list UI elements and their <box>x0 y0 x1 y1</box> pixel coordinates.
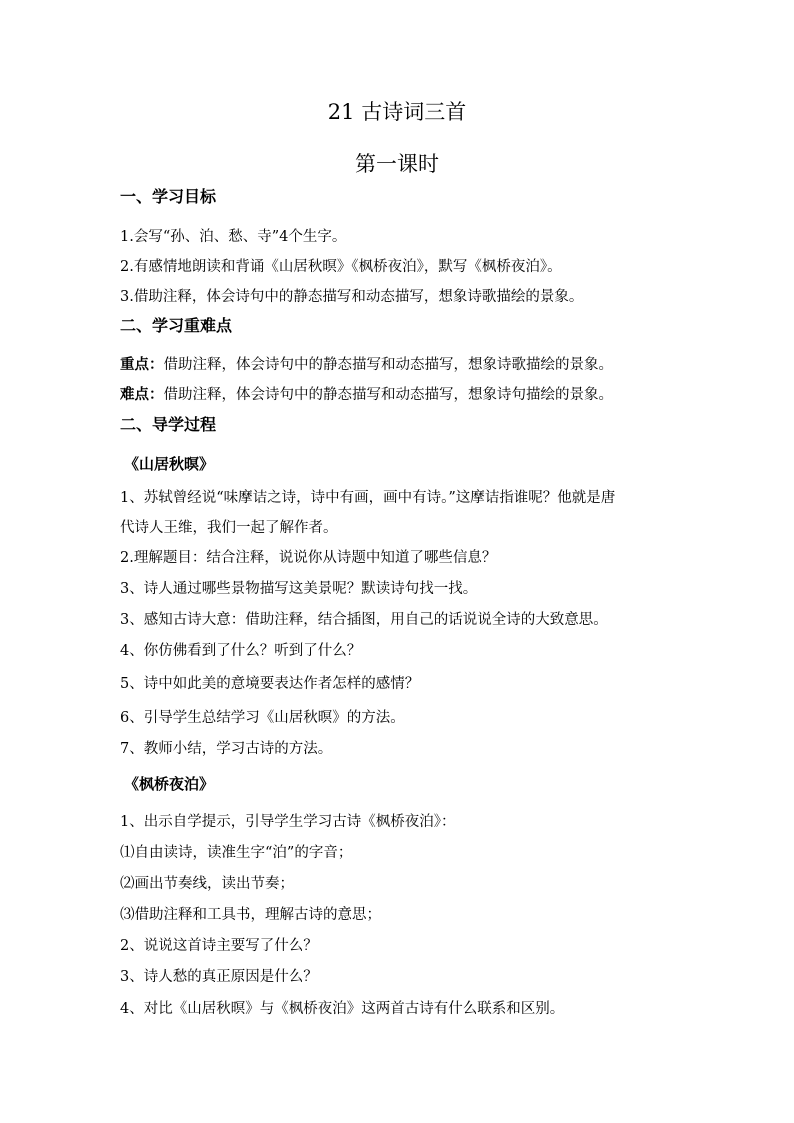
goal-item: 3.借助注释，体会诗句中的静态描写和动态描写，想象诗歌描绘的景象。 <box>120 289 584 305</box>
process-step: 1、苏轼曾经说“味摩诘之诗，诗中有画，画中有诗。”这摩诘指谁呢？他就是唐 <box>120 490 616 506</box>
poem-title-shanju: 《山居秋暝》 <box>124 455 215 473</box>
process-step: ⑴自由读诗，读准生字“泊”的字音； <box>120 845 353 861</box>
difficult-point-text: 借助注释，体会诗句中的静态描写和动态描写，想象诗句描绘的景象。 <box>163 387 613 403</box>
process-step: 2、说说这首诗主要写了什么？ <box>120 938 318 954</box>
section-heading-goals: 一、学习目标 <box>120 187 217 206</box>
difficult-point-line <box>120 385 613 405</box>
process-step: 代诗人王维，我们一起了解作者。 <box>120 520 338 536</box>
goal-item: 2.有感情地朗读和背诵《山居秋暝》《枫桥夜泊》，默写《枫桥夜泊》。 <box>120 259 562 275</box>
goal-item: 1.会写“孙、泊、愁、寺”4个生字。 <box>120 229 347 245</box>
process-step: 3、诗人通过哪些景物描写这美景呢？默读诗句找一找。 <box>120 581 478 597</box>
key-point-text: 借助注释，体会诗句中的静态描写和动态描写，想象诗歌描绘的景象。 <box>163 357 613 373</box>
process-step: 4、对比《山居秋暝》与《枫桥夜泊》这两首古诗有什么联系和区别。 <box>120 1001 565 1017</box>
process-step: 7、教师小结，学习古诗的方法。 <box>120 741 333 757</box>
key-point-label: 重点： <box>120 357 164 373</box>
process-step: ⑵画出节奏线，读出节奏； <box>120 876 294 892</box>
poem-title-fengqiao: 《枫桥夜泊》 <box>124 775 215 793</box>
process-step: 1、出示自学提示，引导学生学习古诗《枫桥夜泊》： <box>120 814 456 830</box>
process-step: 2.理解题目：结合注释，说说你从诗题中知道了哪些信息？ <box>120 550 497 566</box>
document-title: 21 古诗词三首 <box>327 100 467 124</box>
process-step: 5、诗中如此美的意境要表达作者怎样的感情？ <box>120 676 420 692</box>
key-point-line <box>120 355 613 375</box>
process-step: 3、诗人愁的真正原因是什么？ <box>120 969 318 985</box>
process-step: 3、感知古诗大意：借助注释，结合插图，用自己的话说说全诗的大致意思。 <box>120 612 608 628</box>
section-heading-key-points: 二、学习重难点 <box>120 316 233 335</box>
lesson-subtitle: 第一课时 <box>355 152 439 176</box>
process-step: 4、你仿佛看到了什么？听到了什么？ <box>120 643 362 659</box>
process-step: ⑶借助注释和工具书，理解古诗的意思； <box>120 907 381 923</box>
section-heading-process: 二、导学过程 <box>120 415 217 434</box>
process-step: 6、引导学生总结学习《山居秋暝》的方法。 <box>120 710 405 726</box>
difficult-point-label: 难点： <box>120 387 164 403</box>
